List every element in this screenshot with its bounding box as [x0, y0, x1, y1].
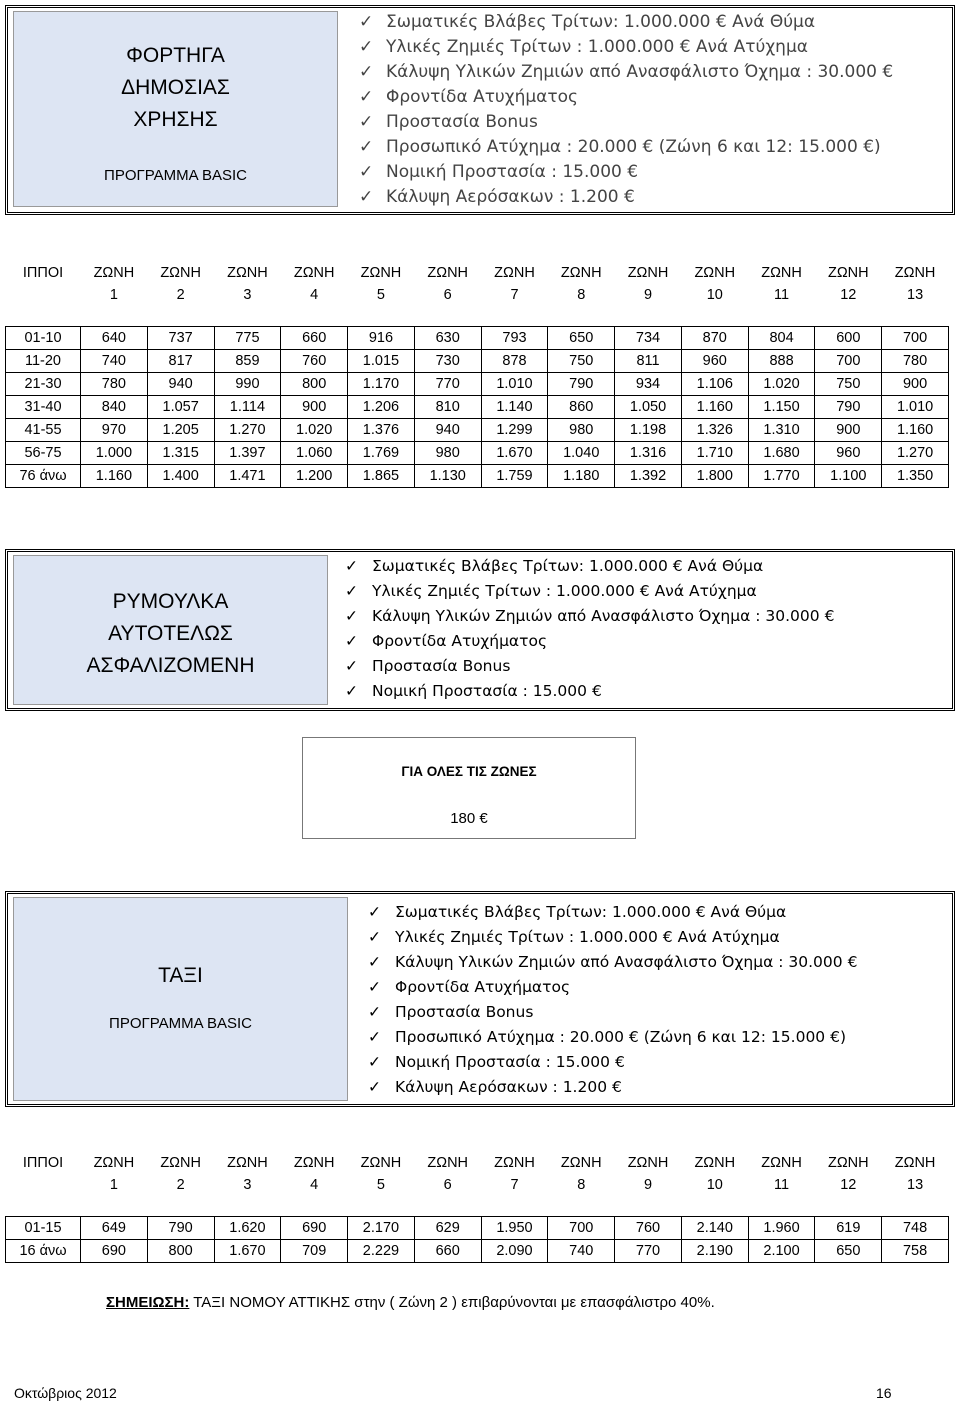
- premium-cell: 940: [414, 418, 481, 441]
- premium-cell: 700: [548, 1216, 615, 1239]
- premium-cell: 775: [214, 326, 281, 349]
- zone-header: [548, 1152, 615, 1196]
- zone-header: [615, 262, 682, 306]
- premium-cell: 780: [81, 372, 148, 395]
- all-zones-price-box: [302, 737, 636, 839]
- table-row: [6, 349, 949, 372]
- zone-header: [281, 262, 348, 306]
- zone-header-number: 7: [510, 1177, 519, 1193]
- zone-header-number: 3: [243, 287, 252, 303]
- zone-header-number: 1: [109, 287, 118, 303]
- premium-cell: 1.140: [481, 395, 548, 418]
- premium-cell: 888: [748, 349, 815, 372]
- premium-cell: 1.315: [147, 441, 214, 464]
- premium-cell: 740: [81, 349, 148, 372]
- premium-cell: 1.100: [815, 464, 882, 487]
- table-row: [6, 1239, 949, 1262]
- premium-cell: 900: [882, 372, 949, 395]
- premium-cell: 870: [681, 326, 748, 349]
- premium-cell: 1.310: [748, 418, 815, 441]
- premium-cell: 1.769: [348, 441, 415, 464]
- table-header-row: [6, 262, 949, 306]
- premium-cell: 790: [548, 372, 615, 395]
- zone-header-label: ΖΩΝΗ: [827, 265, 869, 281]
- premium-cell: 758: [882, 1239, 949, 1262]
- zone-header-number: 12: [840, 287, 857, 303]
- premium-cell: 2.229: [348, 1239, 415, 1262]
- zone-header-number: 7: [510, 287, 519, 303]
- taxi-coverage-list: [368, 900, 857, 1100]
- premium-cell: 1.392: [615, 464, 682, 487]
- premium-cell: 734: [615, 326, 682, 349]
- table-row: [6, 372, 949, 395]
- premium-cell: 750: [815, 372, 882, 395]
- premium-cell: 660: [281, 326, 348, 349]
- trailers-coverage-list: [345, 554, 834, 704]
- zone-header-label: ΖΩΝΗ: [627, 265, 669, 281]
- taxi-program: ΠΡΟΓΡΑΜΜΑ BASIC: [108, 1015, 252, 1032]
- premium-cell: 600: [815, 326, 882, 349]
- zone-header: [481, 262, 548, 306]
- premium-cell: 1.270: [214, 418, 281, 441]
- zone-header: [815, 262, 882, 306]
- zone-header: [548, 262, 615, 306]
- zone-header-number: 3: [243, 1177, 252, 1193]
- zone-header-label: ΖΩΝΗ: [761, 265, 802, 281]
- hp-range-cell: 16 άνω: [6, 1239, 81, 1262]
- table-row: [6, 441, 949, 464]
- premium-cell: 1.010: [882, 395, 949, 418]
- zone-header-label: ΖΩΝΗ: [227, 265, 268, 281]
- zone-header-number: 12: [840, 1177, 857, 1193]
- premium-cell: 900: [281, 395, 348, 418]
- spacer-cell: [6, 306, 949, 326]
- trucks-title-line: ΔΗΜΟΣΙΑΣ: [121, 76, 230, 99]
- hp-range-cell: 41-55: [6, 418, 81, 441]
- premium-cell: 650: [815, 1239, 882, 1262]
- premium-cell: 1.040: [548, 441, 615, 464]
- zone-header: [214, 1152, 281, 1196]
- coverage-item: ✓ Κάλυψη Αερόσακων : 1.200 €: [359, 185, 893, 210]
- premium-cell: 1.015: [348, 349, 415, 372]
- premium-cell: 1.160: [882, 418, 949, 441]
- zone-header: [414, 1152, 481, 1196]
- zone-header: [281, 1152, 348, 1196]
- coverage-item: ✓ Προστασία Bonus: [368, 1000, 857, 1025]
- coverage-item: ✓ Υλικές Ζημιές Τρίτων : 1.000.000 € Ανά Ατύχημα: [345, 579, 834, 604]
- section-taxi-box: [5, 891, 955, 1107]
- header-spacer: [6, 1196, 949, 1216]
- premium-cell: 660: [414, 1239, 481, 1262]
- coverage-item: ✓ Σωματικές Βλάβες Τρίτων: 1.000.000 € Ανά Θύμα: [368, 900, 857, 925]
- premium-cell: 1.670: [481, 441, 548, 464]
- premium-cell: 709: [281, 1239, 348, 1262]
- hp-range-cell: 76 άνω: [6, 464, 81, 487]
- zone-header-number: 11: [774, 287, 790, 303]
- zone-header-number: 4: [310, 1177, 319, 1193]
- premium-cell: 1.316: [615, 441, 682, 464]
- zone-header: [748, 1152, 815, 1196]
- zone-header-number: 1: [109, 1177, 118, 1193]
- premium-cell: 1.960: [748, 1216, 815, 1239]
- premium-cell: 1.198: [615, 418, 682, 441]
- premium-cell: 817: [147, 349, 214, 372]
- premium-cell: 2.140: [681, 1216, 748, 1239]
- trucks-title-panel: [13, 11, 338, 207]
- premium-cell: 1.620: [214, 1216, 281, 1239]
- table-row: [6, 464, 949, 487]
- premium-cell: 800: [281, 372, 348, 395]
- coverage-item: ✓ Νομική Προστασία : 15.000 €: [345, 679, 834, 704]
- zone-header-label: ΖΩΝΗ: [560, 265, 602, 281]
- premium-cell: 690: [281, 1216, 348, 1239]
- zone-header-label: ΖΩΝΗ: [494, 265, 535, 281]
- zone-header-label: ΖΩΝΗ: [694, 265, 736, 281]
- premium-cell: 990: [214, 372, 281, 395]
- zone-header-number: 8: [577, 287, 586, 303]
- coverage-item: ✓ Υλικές Ζημιές Τρίτων : 1.000.000 € Ανά Ατύχημα: [368, 925, 857, 950]
- premium-cell: 700: [882, 326, 949, 349]
- zone-header-label: ΖΩΝΗ: [827, 1155, 869, 1171]
- premium-cell: 900: [815, 418, 882, 441]
- section-trucks-box: [5, 5, 955, 215]
- premium-cell: 770: [414, 372, 481, 395]
- zone-header-number: 10: [706, 287, 723, 303]
- zone-header-number: 13: [907, 287, 924, 303]
- coverage-item: ✓ Νομική Προστασία : 15.000 €: [368, 1050, 857, 1075]
- trailers-title-panel: [13, 555, 328, 705]
- premium-cell: 690: [81, 1239, 148, 1262]
- premium-cell: 1.130: [414, 464, 481, 487]
- premium-cell: 1.350: [882, 464, 949, 487]
- zone-header: [882, 262, 949, 306]
- zone-header: [615, 1152, 682, 1196]
- premium-cell: 1.299: [481, 418, 548, 441]
- premium-cell: 1.200: [281, 464, 348, 487]
- hp-range-cell: 21-30: [6, 372, 81, 395]
- premium-cell: 737: [147, 326, 214, 349]
- zone-header: [481, 1152, 548, 1196]
- zone-header-label: ΖΩΝΗ: [93, 265, 135, 281]
- note-text: ΤΑΞΙ ΝΟΜΟΥ ΑΤΤΙΚΗΣ στην ( Ζώνη 2 ) επιβαρύνονται με επασφάλιστρο 40%.: [189, 1294, 715, 1311]
- hp-header: ΙΠΠΟΙ: [22, 265, 64, 281]
- zone-header: [681, 1152, 748, 1196]
- premium-cell: 1.160: [81, 464, 148, 487]
- coverage-item: ✓ Προστασία Bonus: [359, 110, 893, 135]
- note-label: ΣΗΜΕΙΩΣΗ:: [106, 1294, 190, 1311]
- premium-cell: 811: [615, 349, 682, 372]
- zone-header-label: ΖΩΝΗ: [894, 265, 936, 281]
- zone-header-number: 13: [907, 1177, 924, 1193]
- taxi-title-line: ΤΑΞΙ: [158, 964, 203, 987]
- coverage-item: ✓ Κάλυψη Αερόσακων : 1.200 €: [368, 1075, 857, 1100]
- taxi-title: [158, 960, 203, 992]
- premium-cell: 860: [548, 395, 615, 418]
- zone-header-label: ΖΩΝΗ: [227, 1155, 268, 1171]
- trucks-table-body: [6, 326, 949, 487]
- zone-header-label: ΖΩΝΗ: [494, 1155, 535, 1171]
- taxi-title-panel: [13, 897, 348, 1101]
- zone-header: [414, 262, 481, 306]
- premium-cell: 2.090: [481, 1239, 548, 1262]
- premium-cell: 960: [815, 441, 882, 464]
- premium-cell: 940: [147, 372, 214, 395]
- hp-range-cell: 11-20: [6, 349, 81, 372]
- premium-cell: 1.000: [81, 441, 148, 464]
- zone-header-label: ΖΩΝΗ: [293, 1155, 335, 1171]
- premium-cell: 1.060: [281, 441, 348, 464]
- section-trailers-box: [5, 549, 955, 711]
- premium-cell: 1.800: [681, 464, 748, 487]
- zone-header-label: ΖΩΝΗ: [894, 1155, 936, 1171]
- premium-cell: 810: [414, 395, 481, 418]
- coverage-item: ✓ Υλικές Ζημιές Τρίτων : 1.000.000 € Ανά Ατύχημα: [359, 35, 893, 60]
- premium-cell: 1.020: [748, 372, 815, 395]
- zone-header: [147, 1152, 214, 1196]
- premium-cell: 730: [414, 349, 481, 372]
- table-row: [6, 418, 949, 441]
- coverage-item: ✓ Κάλυψη Υλικών Ζημιών από Ανασφάλιστο Όχημα : 30.000 €: [368, 950, 857, 975]
- hp-range-cell: 56-75: [6, 441, 81, 464]
- premium-cell: 1.759: [481, 464, 548, 487]
- premium-cell: 1.471: [214, 464, 281, 487]
- zone-header: [147, 262, 214, 306]
- zone-header-number: 5: [376, 287, 385, 303]
- trucks-rate-table: [5, 262, 949, 488]
- trailers-title-line: ΡΥΜΟΥΛΚΑ: [112, 590, 229, 613]
- premium-cell: 750: [548, 349, 615, 372]
- premium-cell: 1.205: [147, 418, 214, 441]
- taxi-rate-table: [5, 1152, 949, 1263]
- coverage-item: ✓ Φροντίδα Ατυχήματος: [368, 975, 857, 1000]
- zone-header-label: ΖΩΝΗ: [427, 1155, 469, 1171]
- premium-cell: 1.206: [348, 395, 415, 418]
- trailers-title: [87, 586, 255, 682]
- premium-cell: 1.050: [615, 395, 682, 418]
- premium-cell: 1.020: [281, 418, 348, 441]
- premium-cell: 640: [81, 326, 148, 349]
- trailers-title-line: ΑΥΤΟΤΕΛΩΣ: [108, 622, 233, 645]
- coverage-item: ✓ Κάλυψη Υλικών Ζημιών από Ανασφάλιστο Όχημα : 30.000 €: [345, 604, 834, 629]
- premium-cell: 793: [481, 326, 548, 349]
- premium-cell: 1.670: [214, 1239, 281, 1262]
- zone-header: [214, 262, 281, 306]
- zone-header: [81, 1152, 148, 1196]
- zone-header-label: ΖΩΝΗ: [160, 265, 201, 281]
- premium-cell: 1.770: [748, 464, 815, 487]
- premium-cell: 700: [815, 349, 882, 372]
- hp-header: ΙΠΠΟΙ: [22, 1155, 64, 1171]
- premium-cell: 2.190: [681, 1239, 748, 1262]
- coverage-item: ✓ Προστασία Bonus: [345, 654, 834, 679]
- premium-cell: 649: [81, 1216, 148, 1239]
- zone-header-label: ΖΩΝΗ: [160, 1155, 201, 1171]
- coverage-item: ✓ Προσωπικό Ατύχημα : 20.000 € (Ζώνη 6 και 12: 15.000 €): [368, 1025, 857, 1050]
- premium-cell: 1.150: [748, 395, 815, 418]
- premium-cell: 650: [548, 326, 615, 349]
- page-number: 16: [876, 1385, 892, 1401]
- premium-cell: 780: [882, 349, 949, 372]
- zone-header-label: ΖΩΝΗ: [360, 265, 402, 281]
- premium-cell: 1.057: [147, 395, 214, 418]
- coverage-item: ✓ Φροντίδα Ατυχήματος: [359, 85, 893, 110]
- zone-header-number: 2: [176, 1177, 185, 1193]
- table-row: [6, 1216, 949, 1239]
- premium-cell: 1.270: [882, 441, 949, 464]
- zone-header: [882, 1152, 949, 1196]
- hp-range-cell: 31-40: [6, 395, 81, 418]
- trucks-program: ΠΡΟΓΡΑΜΜΑ BASIC: [103, 167, 247, 184]
- zone-header: [815, 1152, 882, 1196]
- zone-header-number: 6: [443, 1177, 452, 1193]
- premium-cell: 1.865: [348, 464, 415, 487]
- premium-cell: 1.710: [681, 441, 748, 464]
- premium-cell: 804: [748, 326, 815, 349]
- zone-header-label: ΖΩΝΗ: [694, 1155, 736, 1171]
- premium-cell: 840: [81, 395, 148, 418]
- premium-cell: 1.114: [214, 395, 281, 418]
- coverage-item: ✓ Προσωπικό Ατύχημα : 20.000 € (Ζώνη 6 και 12: 15.000 €): [359, 135, 893, 160]
- premium-cell: 1.160: [681, 395, 748, 418]
- zone-header-number: 9: [643, 287, 653, 303]
- premium-cell: 1.326: [681, 418, 748, 441]
- coverage-item: ✓ Νομική Προστασία : 15.000 €: [359, 160, 893, 185]
- all-zones-price: 180 €: [450, 810, 488, 827]
- zone-header-number: 6: [443, 287, 452, 303]
- premium-cell: 760: [281, 349, 348, 372]
- zone-header: [748, 262, 815, 306]
- zone-header-number: 4: [310, 287, 319, 303]
- hp-range-cell: 01-15: [6, 1216, 81, 1239]
- zone-header-number: 9: [643, 1177, 653, 1193]
- zone-header-label: ΖΩΝΗ: [93, 1155, 135, 1171]
- premium-cell: 916: [348, 326, 415, 349]
- premium-cell: 790: [147, 1216, 214, 1239]
- premium-cell: 859: [214, 349, 281, 372]
- premium-cell: 1.950: [481, 1216, 548, 1239]
- zone-header-label: ΖΩΝΗ: [627, 1155, 669, 1171]
- coverage-item: ✓ Σωματικές Βλάβες Τρίτων: 1.000.000 € Ανά Θύμα: [345, 554, 834, 579]
- premium-cell: 1.397: [214, 441, 281, 464]
- zone-header: [348, 262, 415, 306]
- zone-header: [681, 262, 748, 306]
- zone-header-number: 10: [706, 1177, 723, 1193]
- premium-cell: 2.170: [348, 1216, 415, 1239]
- spacer-cell: [6, 1196, 949, 1216]
- premium-cell: 2.100: [748, 1239, 815, 1262]
- premium-cell: 1.180: [548, 464, 615, 487]
- note: [106, 1294, 715, 1311]
- premium-cell: 980: [548, 418, 615, 441]
- premium-cell: 1.106: [681, 372, 748, 395]
- zone-header-label: ΖΩΝΗ: [293, 265, 335, 281]
- table-header-row: [6, 1152, 949, 1196]
- premium-cell: 629: [414, 1216, 481, 1239]
- premium-cell: 1.170: [348, 372, 415, 395]
- premium-cell: 790: [815, 395, 882, 418]
- trucks-coverage-list: [359, 10, 893, 210]
- zone-header-label: ΖΩΝΗ: [360, 1155, 402, 1171]
- trucks-title-line: ΦΟΡΤΗΓΑ: [126, 44, 225, 67]
- zone-header: [348, 1152, 415, 1196]
- premium-cell: 630: [414, 326, 481, 349]
- table-row: [6, 395, 949, 418]
- trucks-title-line: ΧΡΗΣΗΣ: [133, 108, 218, 131]
- premium-cell: 760: [615, 1216, 682, 1239]
- zone-header-label: ΖΩΝΗ: [560, 1155, 602, 1171]
- hp-range-cell: 01-10: [6, 326, 81, 349]
- premium-cell: 1.376: [348, 418, 415, 441]
- premium-cell: 960: [681, 349, 748, 372]
- premium-cell: 1.680: [748, 441, 815, 464]
- premium-cell: 770: [615, 1239, 682, 1262]
- taxi-table-body: [6, 1216, 949, 1262]
- zone-header-label: ΖΩΝΗ: [427, 265, 469, 281]
- all-zones-title: ΓΙΑ ΟΛΕΣ ΤΙΣ ΖΩΝΕΣ: [401, 764, 537, 779]
- footer-date: Οκτώβριος 2012: [14, 1385, 117, 1401]
- zone-header-number: 11: [774, 1177, 790, 1193]
- premium-cell: 800: [147, 1239, 214, 1262]
- premium-cell: 1.010: [481, 372, 548, 395]
- premium-cell: 1.400: [147, 464, 214, 487]
- table-row: [6, 326, 949, 349]
- premium-cell: 934: [615, 372, 682, 395]
- premium-cell: 619: [815, 1216, 882, 1239]
- premium-cell: 748: [882, 1216, 949, 1239]
- coverage-item: ✓ Φροντίδα Ατυχήματος: [345, 629, 834, 654]
- zone-header: [81, 262, 148, 306]
- zone-header-label: ΖΩΝΗ: [761, 1155, 802, 1171]
- premium-cell: 970: [81, 418, 148, 441]
- coverage-item: ✓ Κάλυψη Υλικών Ζημιών από Ανασφάλιστο Όχημα : 30.000 €: [359, 60, 893, 85]
- header-spacer: [6, 306, 949, 326]
- zone-header-number: 5: [376, 1177, 385, 1193]
- trailers-title-line: ΑΣΦΑΛΙΖΟΜΕΝΗ: [86, 654, 255, 677]
- trucks-title: [121, 40, 230, 136]
- premium-cell: 740: [548, 1239, 615, 1262]
- zone-header-number: 2: [176, 287, 185, 303]
- coverage-item: ✓ Σωματικές Βλάβες Τρίτων: 1.000.000 € Ανά Θύμα: [359, 10, 893, 35]
- premium-cell: 878: [481, 349, 548, 372]
- zone-header-number: 8: [577, 1177, 586, 1193]
- premium-cell: 980: [414, 441, 481, 464]
